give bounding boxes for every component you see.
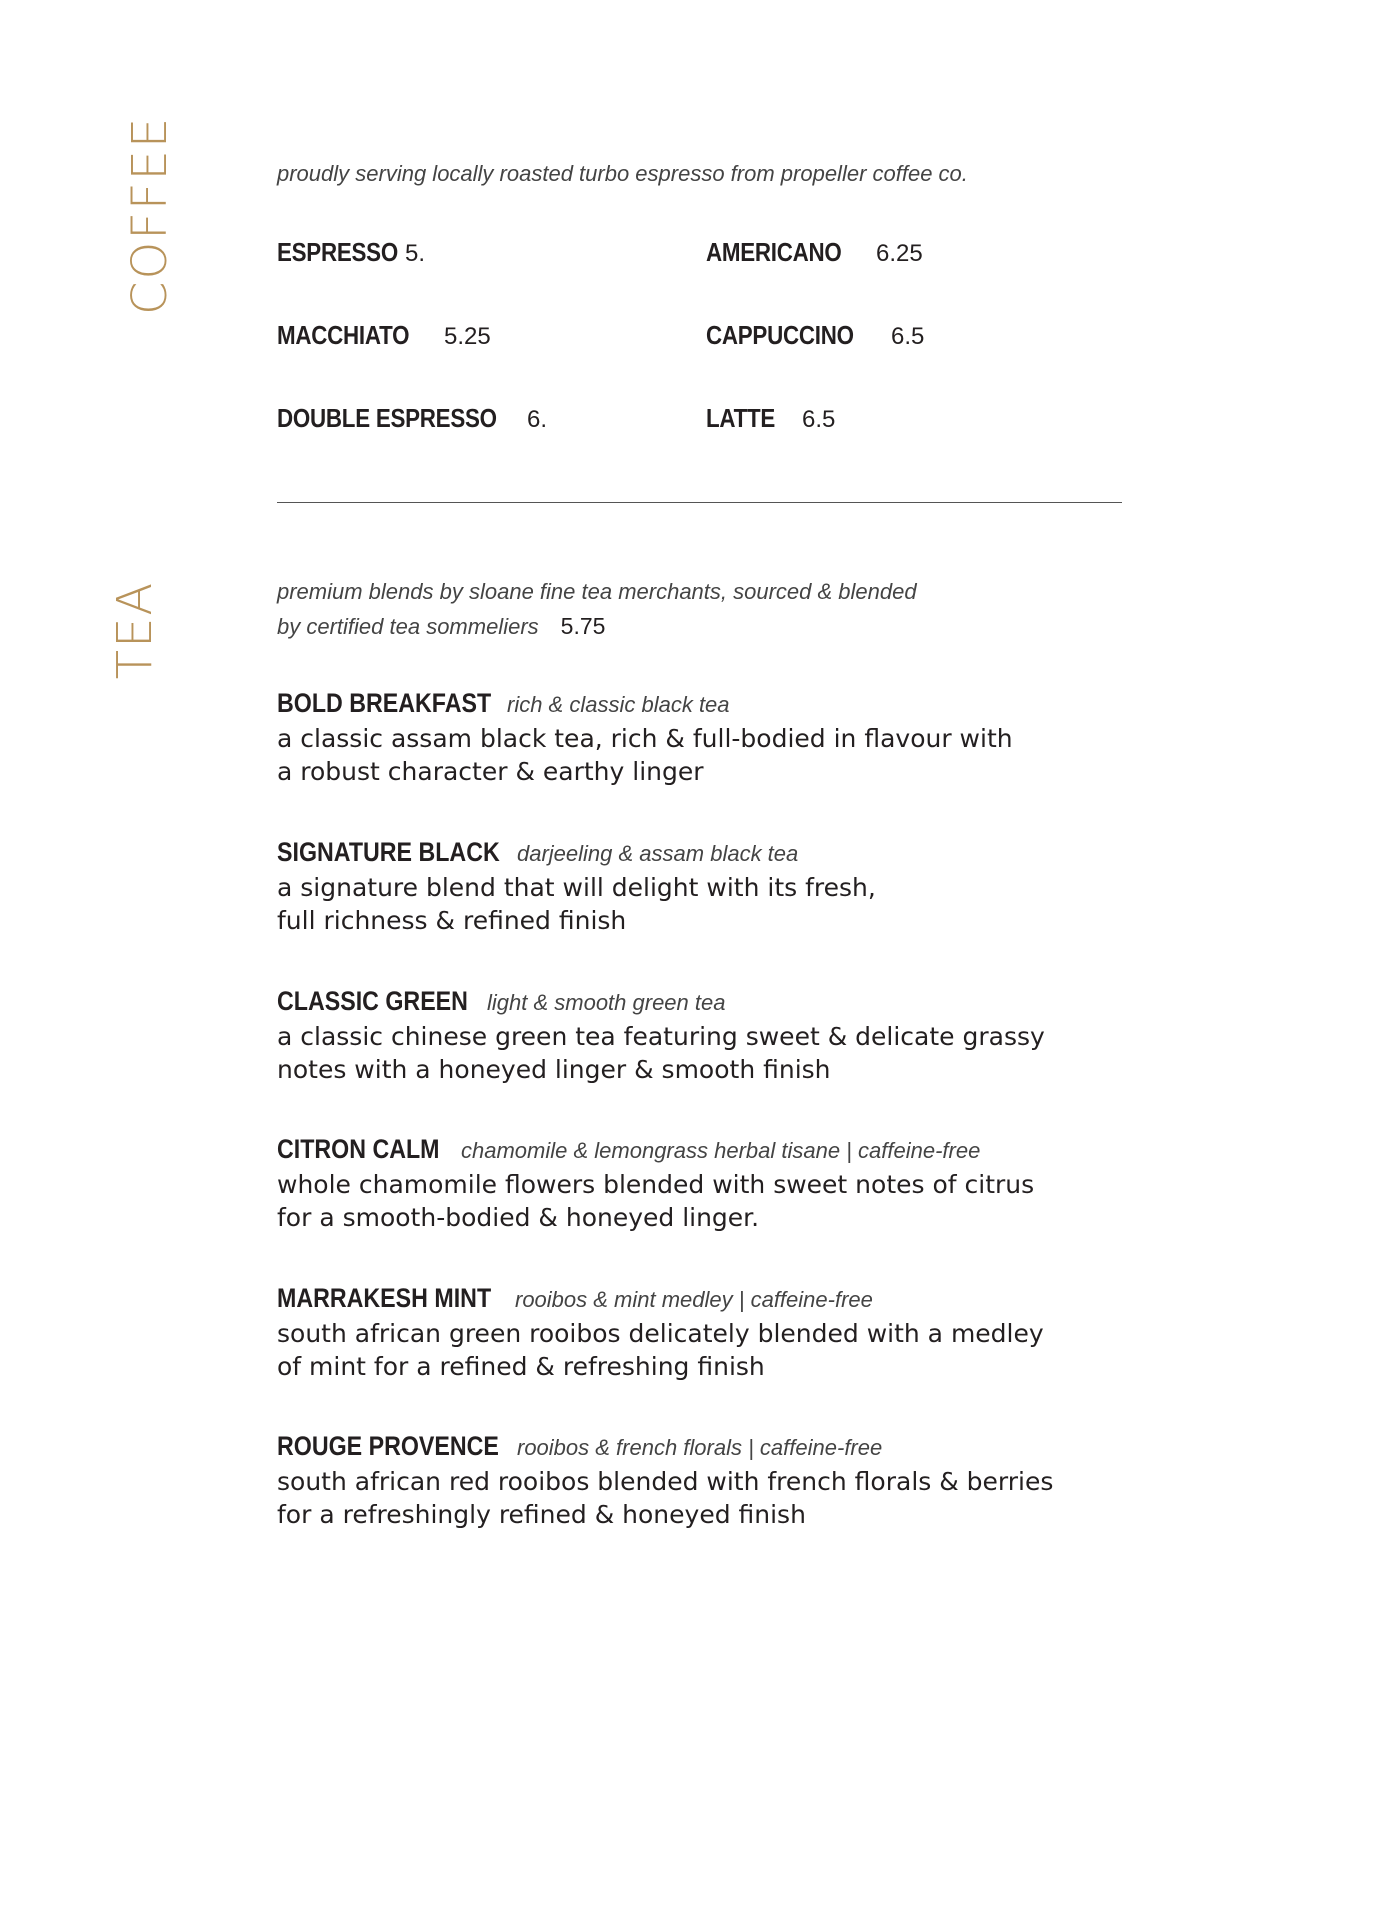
tea-item-header [277, 986, 1137, 1020]
coffee-item-macchiato [277, 320, 491, 351]
tea-intro-line2-text: by certified tea sommeliers [277, 614, 539, 639]
coffee-item-price: 6.25 [876, 240, 923, 267]
coffee-item-name: DOUBLE ESPRESSO [277, 403, 497, 433]
tea-item-header [277, 1431, 1137, 1465]
section-label-coffee: COFFEE [122, 115, 178, 315]
coffee-item-americano [706, 237, 923, 268]
tea-item-subtitle: darjeeling & assam black tea [517, 841, 799, 866]
tea-item-subtitle: rich & classic black tea [507, 692, 730, 717]
tea-item-header [277, 837, 1137, 871]
tea-intro [277, 574, 1037, 644]
tea-item-bold-breakfast [277, 688, 1137, 788]
tea-item-desc-line: south african green rooibos delicately blended with a medley [277, 1319, 1044, 1348]
tea-item-desc-line: notes with a honeyed linger & smooth finish [277, 1055, 831, 1084]
tea-item-name: SIGNATURE BLACK [277, 837, 500, 867]
tea-item-signature-black [277, 837, 1137, 937]
tea-item-description [277, 1020, 1157, 1086]
tea-item-desc-line: a classic chinese green tea featuring sweet & delicate grassy [277, 1022, 1045, 1051]
tea-item-desc-line: for a refreshingly refined & honeyed finish [277, 1500, 806, 1529]
tea-item-desc-line: whole chamomile flowers blended with sweet notes of citrus [277, 1170, 1035, 1199]
section-label-tea: TEA [107, 580, 163, 680]
tea-item-description [277, 1317, 1157, 1383]
tea-item-description [277, 1465, 1157, 1531]
tea-item-name: BOLD BREAKFAST [277, 688, 492, 718]
tea-item-desc-line: a signature blend that will delight with its fresh, [277, 873, 876, 902]
coffee-item-double-espresso [277, 403, 547, 434]
coffee-item-latte [706, 403, 835, 434]
tea-item-classic-green [277, 986, 1137, 1086]
tea-item-subtitle: rooibos & french florals | caffeine-free [517, 1435, 883, 1460]
tea-item-rouge-provence [277, 1431, 1137, 1531]
tea-intro-line2 [277, 609, 1037, 644]
section-divider [277, 502, 1122, 503]
tea-item-citron-calm [277, 1134, 1137, 1234]
coffee-item-name: AMERICANO [706, 237, 842, 267]
tea-item-subtitle: chamomile & lemongrass herbal tisane | caffeine-free [461, 1138, 981, 1163]
tea-item-marrakesh-mint [277, 1283, 1137, 1383]
coffee-item-name: MACCHIATO [277, 320, 410, 350]
tea-item-desc-line: for a smooth-bodied & honeyed linger. [277, 1203, 760, 1232]
tea-item-desc-line: a robust character & earthy linger [277, 757, 704, 786]
coffee-item-name: ESPRESSO [277, 237, 398, 267]
tea-item-name: CLASSIC GREEN [277, 986, 468, 1016]
tea-price: 5.75 [560, 613, 606, 639]
tea-item-name: CITRON CALM [277, 1134, 440, 1164]
tea-item-header [277, 1283, 1137, 1317]
coffee-item-name: LATTE [706, 403, 776, 433]
coffee-item-price: 5.25 [444, 323, 491, 350]
tea-item-subtitle: light & smooth green tea [487, 990, 726, 1015]
coffee-intro: proudly serving locally roasted turbo espresso from propeller coffee co. [277, 161, 968, 186]
tea-item-name: MARRAKESH MINT [277, 1283, 492, 1313]
tea-item-description [277, 871, 1157, 937]
coffee-item-cappuccino [706, 320, 924, 351]
tea-item-description [277, 1168, 1157, 1234]
coffee-item-price: 5. [405, 240, 426, 267]
coffee-item-price: 6. [527, 406, 548, 433]
tea-item-desc-line: full richness & refined finish [277, 906, 627, 935]
tea-item-header [277, 688, 1137, 722]
coffee-item-name: CAPPUCCINO [706, 320, 854, 350]
tea-item-description [277, 722, 1157, 788]
tea-item-header [277, 1134, 1137, 1168]
tea-item-subtitle: rooibos & mint medley | caffeine-free [515, 1287, 873, 1312]
tea-item-desc-line: a classic assam black tea, rich & full-bodied in flavour with [277, 724, 1013, 753]
tea-item-name: ROUGE PROVENCE [277, 1431, 499, 1461]
tea-intro-line1: premium blends by sloane fine tea merchants, sourced & blended [277, 579, 917, 604]
coffee-item-espresso [277, 237, 425, 268]
tea-item-desc-line: of mint for a refined & refreshing finish [277, 1352, 765, 1381]
tea-item-desc-line: south african red rooibos blended with french florals & berries [277, 1467, 1054, 1496]
coffee-item-price: 6.5 [802, 406, 836, 433]
coffee-item-price: 6.5 [891, 323, 925, 350]
